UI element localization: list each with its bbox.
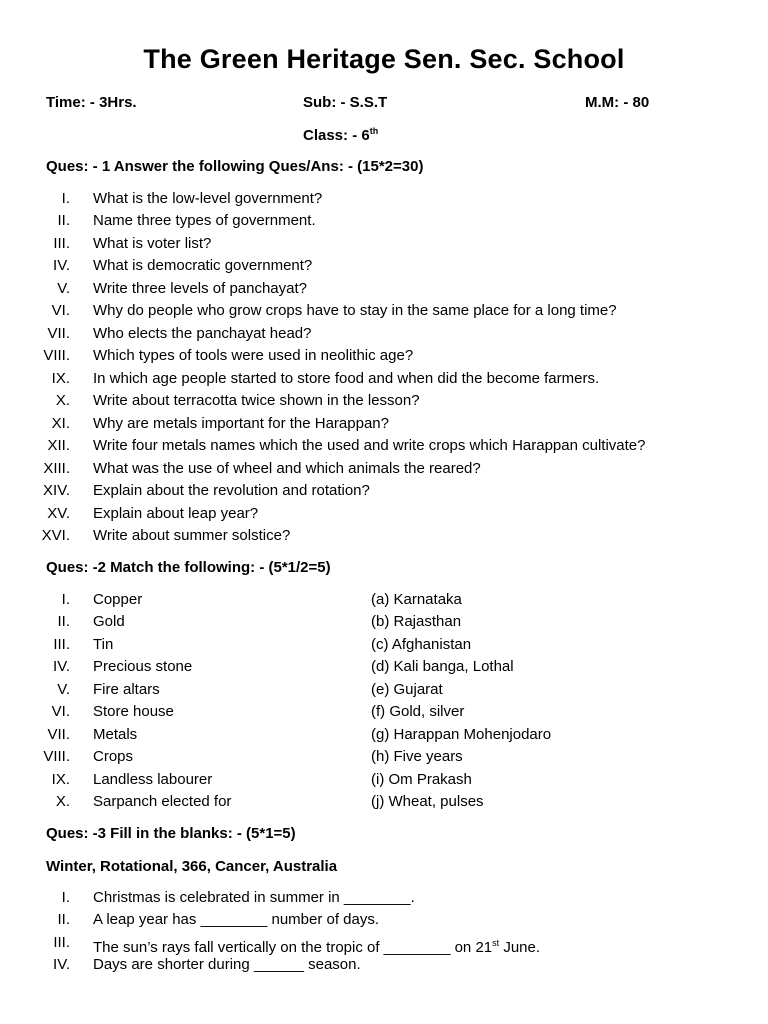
item-number: II. <box>57 911 70 929</box>
match-left-item: Crops <box>93 748 134 766</box>
item-text-main: In which age people started to store food and when did the become farmers. <box>93 369 600 387</box>
item-text <box>93 300 617 322</box>
item-number: V. <box>57 279 70 297</box>
item-text-main: Why are metals important for the Harappan? <box>93 414 389 432</box>
question-1-heading: Ques: - 1 Answer the following Ques/Ans: - (15*2=30) <box>46 158 424 175</box>
match-right-item: (g) Harappan Mohenjodaro <box>371 725 552 743</box>
item-number: II. <box>57 212 70 230</box>
class-label <box>303 126 378 144</box>
item-text-main: Who elects the panchayat head? <box>93 324 312 342</box>
item-text-main: The sun’s rays fall vertically on the tropic of ________ on 21 <box>93 938 493 956</box>
match-left-item: Landless labourer <box>93 770 213 788</box>
item-number: VII. <box>47 725 70 743</box>
word-bank: Winter, Rotational, 366, Cancer, Australia <box>46 858 338 875</box>
item-text <box>93 954 361 976</box>
time-label: Time: - 3Hrs. <box>46 94 137 111</box>
item-text <box>93 188 322 210</box>
match-right-item: (e) Gujarat <box>371 680 443 698</box>
item-text-main: Days are shorter during ______ season. <box>93 956 361 974</box>
match-right-item: (c) Afghanistan <box>371 635 472 653</box>
item-text-main: What is democratic government? <box>93 257 313 275</box>
item-text <box>93 525 290 547</box>
item-text <box>93 368 599 390</box>
school-title: The Green Heritage Sen. Sec. School <box>143 44 625 74</box>
match-right-item: (j) Wheat, pulses <box>371 793 484 811</box>
item-number: X. <box>55 793 70 811</box>
item-text-main: Write about terracotta twice shown in the lesson? <box>93 392 420 410</box>
item-text-tail: June. <box>499 938 541 956</box>
item-number: VI. <box>51 703 70 721</box>
item-number: III. <box>53 635 70 653</box>
item-text-main: Name three types of government. <box>93 212 316 230</box>
match-left-item: Gold <box>93 613 125 631</box>
max-marks-label: M.M: - 80 <box>585 94 650 111</box>
item-text <box>93 345 413 367</box>
item-text <box>93 323 311 345</box>
item-number: XIII. <box>43 459 70 477</box>
item-text-main: What is voter list? <box>93 234 212 252</box>
item-text-main: A leap year has ________ number of days. <box>93 911 380 929</box>
match-right-item: (i) Om Prakash <box>371 770 472 788</box>
item-text <box>93 390 420 412</box>
class-label-text: Class: - 6 <box>303 127 370 144</box>
question-3-heading: Ques: -3 Fill in the blanks: - (5*1=5) <box>46 825 296 842</box>
item-text <box>93 210 316 232</box>
item-text <box>93 503 258 525</box>
match-right-item: (b) Rajasthan <box>371 613 462 631</box>
item-text <box>93 909 379 931</box>
item-number: VIII. <box>43 748 70 766</box>
item-text-main: Christmas is celebrated in summer in ________. <box>93 889 415 906</box>
item-number: XV. <box>47 504 70 522</box>
item-number: IV. <box>53 658 70 676</box>
item-text-main: Write three levels of panchayat? <box>93 279 308 297</box>
item-number: X. <box>55 392 70 410</box>
item-text <box>93 233 211 255</box>
item-number: II. <box>57 613 70 631</box>
item-text-main: Write about summer solstice? <box>93 527 291 545</box>
item-number: VII. <box>47 324 70 342</box>
item-text <box>93 413 389 435</box>
item-number: I. <box>61 190 70 207</box>
item-text <box>93 435 646 457</box>
item-text-main: Which types of tools were used in neolithic age? <box>93 347 414 365</box>
match-right-item: (a) Karnataka <box>371 591 462 608</box>
item-number: IX. <box>51 369 70 387</box>
item-number: IV. <box>53 257 70 275</box>
item-text-sup: st <box>492 937 500 948</box>
item-number: III. <box>53 234 70 252</box>
item-text-main: Why do people who grow crops have to stay in the same place for a long time? <box>93 302 617 320</box>
item-number: VI. <box>51 302 70 320</box>
item-text <box>93 458 481 480</box>
item-text-main: Write four metals names which the used and write crops which Harappan cultivate? <box>93 437 646 455</box>
match-left-item: Fire altars <box>93 680 160 698</box>
class-label-sup: th <box>369 126 379 136</box>
item-number: XIV. <box>43 482 70 500</box>
item-text-main: Explain about leap year? <box>93 504 259 522</box>
item-text <box>93 887 415 909</box>
item-text <box>93 278 307 300</box>
match-right-item: (h) Five years <box>371 748 463 766</box>
item-number: III. <box>53 933 70 951</box>
item-text-main: Explain about the revolution and rotation? <box>93 482 370 500</box>
subject-label: Sub: - S.S.T <box>303 94 388 111</box>
item-number: XII. <box>47 437 70 455</box>
item-text-main: What is the low-level government? <box>93 190 323 207</box>
item-number: I. <box>61 889 70 906</box>
item-number: V. <box>57 680 70 698</box>
match-left-item: Sarpanch elected for <box>93 793 232 811</box>
item-number: IX. <box>51 770 70 788</box>
item-number: IV. <box>53 956 70 974</box>
match-left-item: Metals <box>93 725 138 743</box>
match-left-item: Store house <box>93 703 174 721</box>
item-number: I. <box>61 591 70 608</box>
item-text <box>93 255 312 277</box>
match-right-item: (d) Kali banga, Lothal <box>371 658 514 676</box>
match-right-item: (f) Gold, silver <box>371 703 465 721</box>
match-left-item: Tin <box>93 635 114 653</box>
question-2-heading: Ques: -2 Match the following: - (5*1/2=5) <box>46 559 331 576</box>
item-text-main: What was the use of wheel and which animals the reared? <box>93 459 481 477</box>
item-text <box>93 480 370 502</box>
match-left-item: Copper <box>93 591 143 608</box>
match-left-item: Precious stone <box>93 658 193 676</box>
item-number: XI. <box>51 414 70 432</box>
item-number: XVI. <box>41 527 70 545</box>
item-number: VIII. <box>43 347 70 365</box>
